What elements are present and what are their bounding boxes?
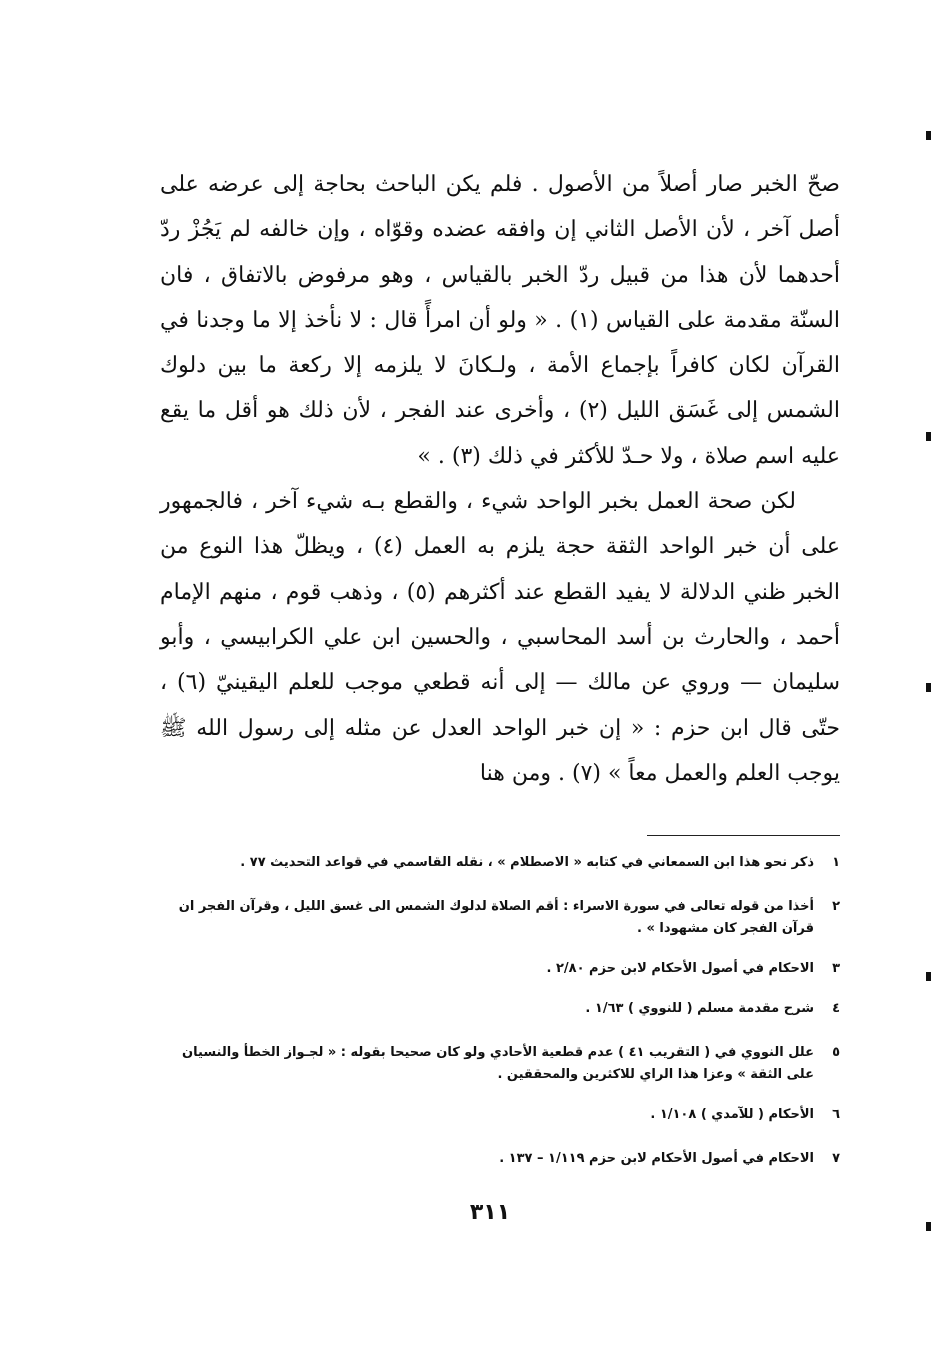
footnote-number: ٢ (832, 899, 840, 914)
footnote-text: الاحكام في أصول الأحكام لابن حزم ١/١١٩ – ١٣٧ . (499, 1151, 814, 1166)
scan-edge-mark (926, 972, 931, 981)
footnote-text: علل النووي في ( التقريب ٤١ ) عدم قطعية الأحادي ولو كان صحيحا بقوله : « لجـواز الخطأ والنسيان على الثقة » وعزا هذا الراي للاكثرين والمحققين . (182, 1045, 814, 1082)
footnote-2 (160, 896, 840, 940)
scan-edge-mark (926, 432, 931, 441)
footnote-number: ٣ (832, 961, 840, 976)
scan-edge-mark (926, 683, 931, 692)
footnote-6 (160, 1104, 840, 1126)
footnote-text: أخذا من قوله تعالى في سورة الاسراء : أقم الصلاة لدلوك الشمس الى غسق الليل ، وقرآن الفجر ان قرآن الفجر كان مشهودا » . (178, 899, 814, 936)
footnote-text: الأحكام ( للآمدي ) ١/١٠٨ . (650, 1107, 814, 1122)
footnote-7 (160, 1148, 840, 1170)
footnote-3 (160, 958, 840, 980)
footnote-4 (160, 998, 840, 1020)
footnote-5 (160, 1042, 840, 1086)
footnote-number: ٥ (832, 1045, 840, 1060)
footnote-number: ٧ (832, 1151, 840, 1166)
footnote-number: ٤ (832, 1001, 840, 1016)
footnote-text: شرح مقدمة مسلم ( للنووي ) ١/٦٣ . (585, 1001, 814, 1016)
footnote-number: ١ (832, 855, 840, 870)
footnote-separator (647, 835, 840, 836)
body-paragraph-2: لكن صحة العمل بخبر الواحد شيء ، والقطع بـه شيء آخر ، فالجمهور على أن خبر الواحد الثقة حجة يلزم به العمل (٤) ، ويظلّ هذا النوع من الخبر ظني الدلالة لا يفيد القطع عند أكثرهم (٥) ، وذهب قوم ، منهم الإمام أحمد ، والحارث بن أسد المحاسبي ، والحسين ابن علي الكرابيسي ، وأبو سليمان — وروي عن مالك — إلى أنه قطعي موجب للعلم اليقينيّ (٦) ، حتّى قال ابن حزم : « إن خبر الواحد العدل عن مثله إلى رسول الله ﷺ يوجب العلم والعمل معاً » (٧) . ومن هنا (160, 489, 840, 786)
footnote-text: الاحكام في أصول الأحكام لابن حزم ٢/٨٠ . (546, 961, 814, 976)
footnote-text: ذكر نحو هذا ابن السمعاني في كتابه « الاصطلام » ، نقله القاسمي في قواعد التحديث ٧٧ . (240, 855, 814, 870)
page-number: ٣١١ (469, 1200, 511, 1225)
footnote-number: ٦ (832, 1107, 840, 1122)
scan-edge-mark (926, 1222, 931, 1231)
footnote-1 (160, 852, 840, 874)
scan-edge-mark (926, 131, 931, 140)
body-paragraph-1: صحّ الخبر صار أصلاً من الأصول . فلم يكن الباحث بحاجة إلى عرضه على أصل آخر ، لأن الأصل الثاني إن وافقه عضده وقوّاه ، وإن خالفه لم يَجُزْ ردّ أحدهما لأن هذا من قبيل ردّ الخبر بالقياس ، وهو مرفوض بالاتفاق ، فان السنّة مقدمة على القياس (١) . « ولو أن امرأً قال : لا نأخذ إلا ما وجدنا في القرآن لكان كافراً بإجماع الأمة ، ولـكانَ لا يلزمه إلا ركعة ما بين دلوك الشمس إلى غَسَق الليل (٢) ، وأخرى عند الفجر ، لأن ذلك هو أقل ما يقع عليه اسم صلاة ، ولا حـدّ للأكثر في ذلك (٣) . » (160, 172, 841, 469)
main-text (160, 162, 840, 796)
